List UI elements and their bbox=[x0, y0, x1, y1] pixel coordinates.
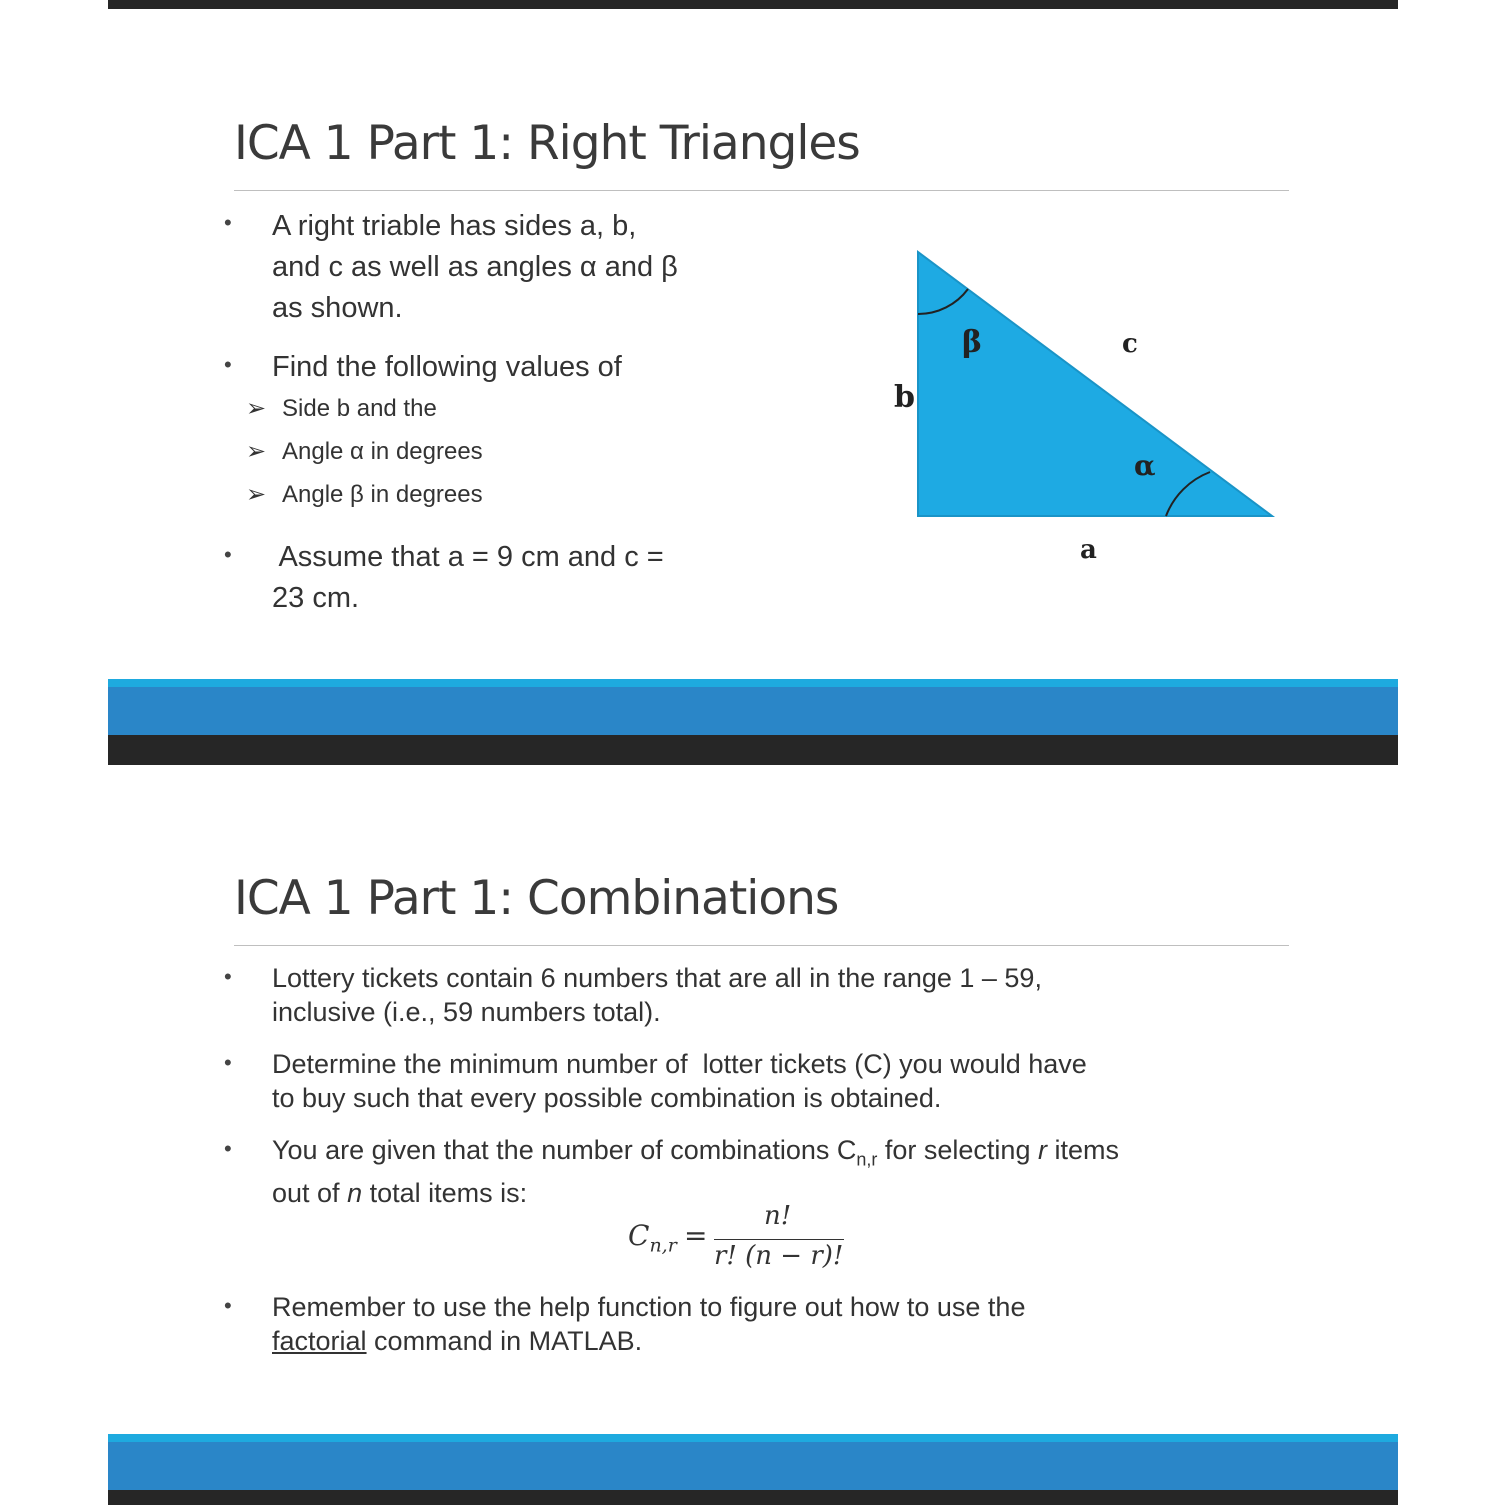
footer-band-mid bbox=[108, 687, 1398, 735]
footer-band-dark bbox=[108, 1490, 1398, 1505]
sub-item bbox=[246, 437, 483, 466]
subscript: n,r bbox=[856, 1149, 878, 1170]
triangle-shape bbox=[918, 252, 1272, 516]
italic-var: n bbox=[347, 1178, 363, 1209]
bullet-text: Find the following values of bbox=[272, 351, 622, 383]
sub-item-label: Side b and the bbox=[282, 395, 437, 422]
bullet-line: and c as well as angles α and β bbox=[272, 251, 678, 283]
bullet-marker: • bbox=[224, 542, 232, 567]
bullet-line: A right triable has sides a, b, bbox=[272, 210, 637, 242]
footer-band-mid bbox=[108, 1442, 1398, 1490]
text-run: You are given that the number of combinations C bbox=[272, 1135, 857, 1165]
bullet-line: to buy such that every possible combination is obtained. bbox=[272, 1083, 942, 1113]
italic-var: r bbox=[1037, 1135, 1047, 1165]
label-alpha: α bbox=[1134, 449, 1156, 482]
label-c: c bbox=[1122, 329, 1138, 359]
fraction-bar bbox=[714, 1239, 844, 1240]
formula-c: C bbox=[628, 1219, 650, 1252]
bullet-text bbox=[272, 1133, 1119, 1210]
sub-item bbox=[246, 394, 437, 423]
combination-formula bbox=[628, 1201, 888, 1271]
sub-item-label: Angle α in degrees bbox=[282, 438, 483, 465]
arrow-bullet-icon: ➢ bbox=[246, 395, 267, 422]
text-run: items bbox=[1046, 1135, 1119, 1165]
bullet-text bbox=[272, 1290, 1025, 1358]
formula-numerator: n! bbox=[764, 1201, 792, 1231]
footer-band-light bbox=[108, 679, 1398, 687]
title-divider bbox=[234, 945, 1289, 946]
slide-right-triangles bbox=[108, 0, 1398, 765]
slide-title: ICA 1 Part 1: Right Triangles bbox=[234, 116, 860, 171]
footer-band-dark bbox=[108, 735, 1398, 765]
bullet-line: inclusive (i.e., 59 numbers total). bbox=[272, 997, 661, 1027]
label-beta: β bbox=[962, 325, 982, 360]
label-b: b bbox=[894, 380, 915, 415]
text-run: out of bbox=[272, 1178, 348, 1209]
slide-top-bar bbox=[108, 0, 1398, 9]
bullet-marker: • bbox=[224, 1293, 232, 1318]
formula-lhs bbox=[628, 1219, 677, 1257]
sub-item bbox=[246, 480, 483, 509]
bullet-line bbox=[272, 1324, 1025, 1358]
right-triangle-diagram bbox=[868, 230, 1308, 580]
title-divider bbox=[234, 190, 1289, 191]
slide-title: ICA 1 Part 1: Combinations bbox=[234, 871, 839, 926]
formula-equals: = bbox=[684, 1219, 708, 1252]
bullet-text bbox=[272, 206, 678, 329]
footer-band-light bbox=[108, 1434, 1398, 1442]
bullet-line: 23 cm. bbox=[272, 582, 360, 614]
bullet-marker: • bbox=[224, 1050, 232, 1075]
bullet-line bbox=[272, 1133, 1119, 1176]
text-run: total items is: bbox=[362, 1178, 528, 1209]
bullet-marker: • bbox=[224, 210, 232, 235]
bullet-text bbox=[272, 961, 1042, 1029]
sub-item-label: Angle β in degrees bbox=[282, 481, 483, 508]
bullet-line: Assume that a = 9 cm and c = bbox=[272, 541, 664, 573]
bullet-marker: • bbox=[224, 964, 232, 989]
label-a: a bbox=[1080, 535, 1097, 565]
text-run: command in MATLAB. bbox=[366, 1326, 643, 1356]
formula-subscript: n,r bbox=[649, 1234, 677, 1257]
bullet-line: Remember to use the help function to figure out how to use the bbox=[272, 1292, 1026, 1322]
arrow-bullet-icon: ➢ bbox=[246, 481, 267, 508]
bullet-marker: • bbox=[224, 1136, 232, 1161]
bullet-line: Lottery tickets contain 6 numbers that are all in the range 1 – 59, bbox=[272, 963, 1042, 993]
bullet-text bbox=[272, 1047, 1087, 1115]
factorial-link[interactable]: factorial bbox=[272, 1326, 367, 1356]
formula-denominator: r! (n − r)! bbox=[714, 1241, 844, 1271]
slide-combinations bbox=[108, 765, 1398, 1505]
bullet-text bbox=[272, 537, 664, 619]
arrow-bullet-icon: ➢ bbox=[246, 438, 267, 465]
bullet-line: as shown. bbox=[272, 292, 403, 324]
bullet-marker: • bbox=[224, 352, 232, 377]
bullet-line: Determine the minimum number of lotter tickets (C) you would have bbox=[272, 1049, 1087, 1079]
text-run: for selecting bbox=[877, 1135, 1038, 1165]
